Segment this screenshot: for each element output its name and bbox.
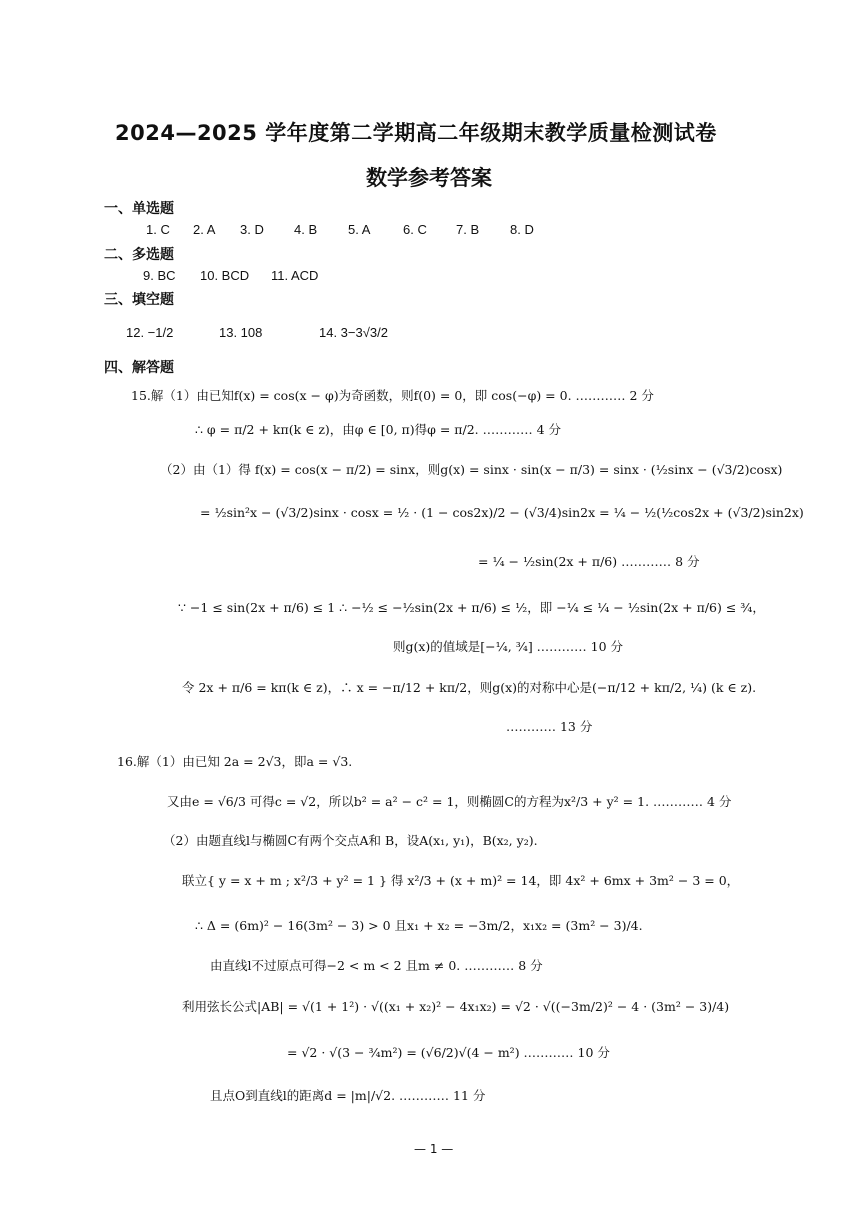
section-multi-choice: 二、多选题 xyxy=(104,247,174,263)
answer-7: 7. B xyxy=(456,222,480,237)
q15-line-9: ………… 13 分 xyxy=(506,719,593,734)
q16-line-5: ∴ Δ = (6m)² − 16(3m² − 3) > 0 且x₁ + x₂ = −3m/2，x₁x₂ = (3m² − 3)/4. xyxy=(195,918,643,933)
page-title: 2024—2025 学年度第二学期高二年级期末教学质量检测试卷 xyxy=(115,121,717,145)
q15-line-5: = ¼ − ½sin(2x + π/6) ………… 8 分 xyxy=(478,554,700,569)
section-single-choice: 一、单选题 xyxy=(104,201,174,217)
page-number: — 1 — xyxy=(414,1142,454,1156)
q15-line-8: 令 2x + π/6 = kπ(k ∈ z)，∴ x = −π/12 + kπ/2，则g(x)的对称中心是(−π/12 + kπ/2, ¼) (k ∈ z). xyxy=(182,680,757,695)
q16-line-7: 利用弦长公式|AB| = √(1 + 1²) · √((x₁ + x₂)² − 4x₁x₂) = √2 · √((−3m/2)² − 4 · (3m² − 3)/4) xyxy=(182,999,730,1014)
q16-line-8: = √2 · √(3 − ¾m²) = (√6/2)√(4 − m²) ………… 10 分 xyxy=(287,1045,610,1060)
q16-line-6: 由直线l不过原点可得−2 < m < 2 且m ≠ 0. ………… 8 分 xyxy=(210,958,543,973)
q15-line-2: ∴ φ = π/2 + kπ(k ∈ z)，由φ ∈ [0, π)得φ = π/2. ………… 4 分 xyxy=(195,422,562,437)
q16-line-4: 联立{ y = x + m ; x²/3 + y² = 1 } 得 x²/3 + (x + m)² = 14，即 4x² + 6mx + 3m² − 3 = 0， xyxy=(182,873,740,888)
q15-line-4: = ½sin²x − (√3/2)sinx · cosx = ½ · (1 − cos2x)/2 − (√3/4)sin2x = ¼ − ½(½cos2x + (√3/2)sin2x) xyxy=(200,505,804,520)
answer-14: 14. 3−3√3/2 xyxy=(319,325,388,340)
page-subtitle: 数学参考答案 xyxy=(366,166,492,190)
q15-line-7: 则g(x)的值域是[−¼, ¾] ………… 10 分 xyxy=(393,639,624,654)
section-fill-blank: 三、填空题 xyxy=(104,292,174,308)
answer-3: 3. D xyxy=(240,222,264,237)
q16-line-1: 16.解（1）由已知 2a = 2√3，即a = √3. xyxy=(117,754,353,769)
answer-13: 13. 108 xyxy=(219,325,263,340)
answer-1: 1. C xyxy=(146,222,170,237)
answer-12: 12. −1/2 xyxy=(126,325,174,340)
answer-8: 8. D xyxy=(510,222,534,237)
answer-9: 9. BC xyxy=(143,268,176,283)
q16-line-3: （2）由题直线l与椭圆C有两个交点A和 B，设A(x₁, y₁)，B(x₂, y₂). xyxy=(163,833,538,848)
answer-5: 5. A xyxy=(348,222,371,237)
answer-4: 4. B xyxy=(294,222,318,237)
q16-line-9: 且点O到直线l的距离d = |m|/√2. ………… 11 分 xyxy=(210,1088,486,1103)
answer-10: 10. BCD xyxy=(200,268,250,283)
answer-2: 2. A xyxy=(193,222,216,237)
q15-line-1: 15.解（1）由已知f(x) = cos(x − φ)为奇函数，则f(0) = 0，即 cos(−φ) = 0. ………… 2 分 xyxy=(131,388,654,403)
section-solutions: 四、解答题 xyxy=(104,360,174,376)
answer-11: 11. ACD xyxy=(271,268,319,283)
q15-line-6: ∵ −1 ≤ sin(2x + π/6) ≤ 1 ∴ −½ ≤ −½sin(2x + π/6) ≤ ½，即 −¼ ≤ ¼ − ½sin(2x + π/6) ≤ ¾， xyxy=(178,600,765,615)
q16-line-2: 又由e = √6/3 可得c = √2，所以b² = a² − c² = 1，则椭圆C的方程为x²/3 + y² = 1. ………… 4 分 xyxy=(167,794,732,809)
q15-line-3: （2）由（1）得 f(x) = cos(x − π/2) = sinx，则g(x) = sinx · sin(x − π/3) = sinx · (½sinx − (√3/2)cosx) xyxy=(160,462,783,477)
answer-6: 6. C xyxy=(403,222,427,237)
